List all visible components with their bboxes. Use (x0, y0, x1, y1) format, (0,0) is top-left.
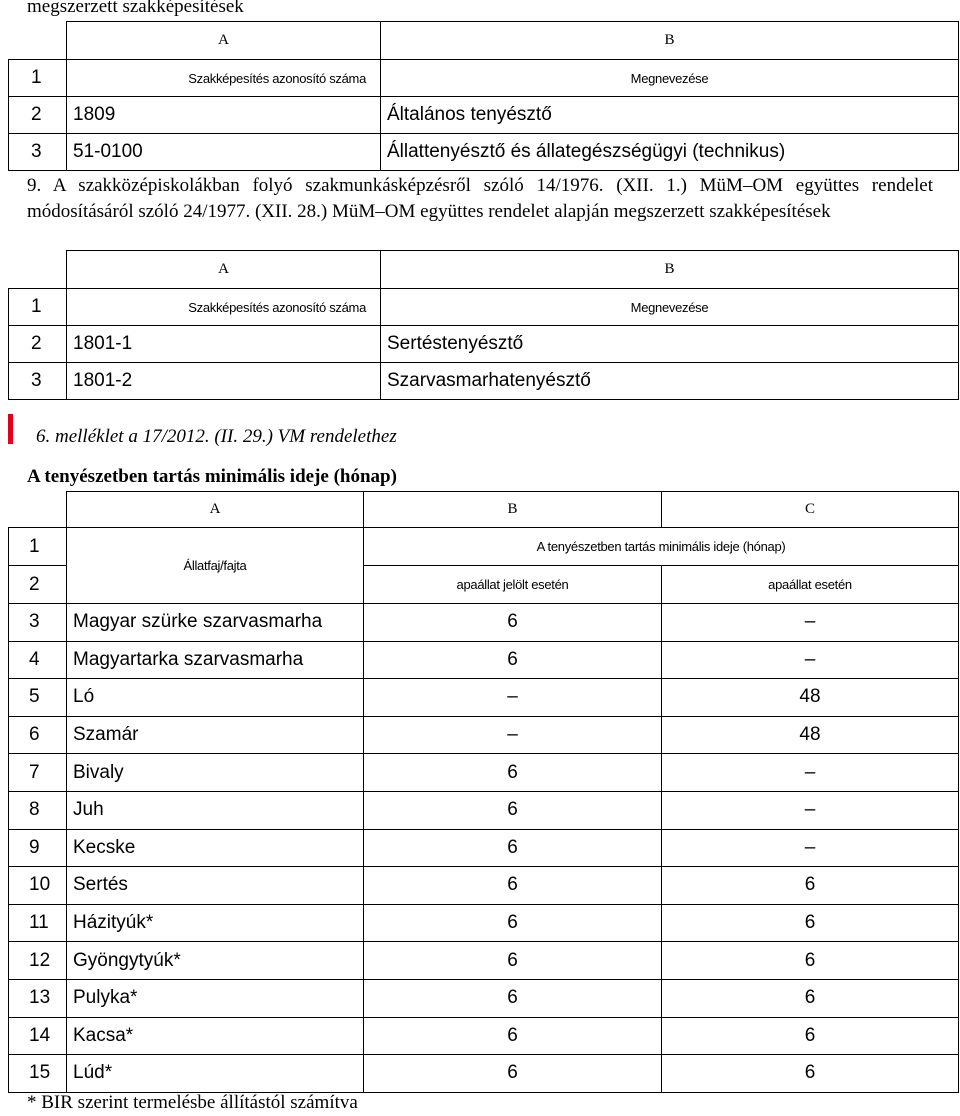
value-candidate-sire: – (364, 679, 662, 717)
section-title: A tenyészetben tartás minimális ideje (hónap) (27, 466, 397, 487)
header-b: apaállat jelölt esetén (364, 566, 662, 604)
table-row (9, 363, 959, 400)
value-candidate-sire: – (364, 716, 662, 754)
qualification-table-2 (8, 250, 959, 400)
animal-name: Magyartarka szarvasmarha (67, 641, 364, 679)
table-row (9, 904, 959, 942)
table-row (9, 326, 959, 363)
col-letter-a: A (67, 251, 381, 289)
qualification-name: Állattenyésztő és állategészségügyi (technikus) (381, 134, 959, 171)
table-row (9, 134, 959, 171)
row-number: 14 (9, 1017, 67, 1055)
value-sire: – (662, 791, 959, 829)
qualification-code: 1809 (67, 97, 381, 134)
value-sire: 6 (662, 867, 959, 905)
animal-name: Sertés (67, 867, 364, 905)
animal-name: Juh (67, 791, 364, 829)
col-letter-a: A (67, 492, 364, 528)
value-candidate-sire: 6 (364, 942, 662, 980)
table-row (9, 97, 959, 134)
animal-name: Pulyka* (67, 979, 364, 1017)
header-c: apaállat esetén (662, 566, 959, 604)
row-number: 3 (9, 604, 67, 642)
value-candidate-sire: 6 (364, 1055, 662, 1093)
value-candidate-sire: 6 (364, 754, 662, 792)
table-row (9, 754, 959, 792)
row-number: 3 (9, 363, 67, 400)
qualification-code: 1801-1 (67, 326, 381, 363)
table-header-row (9, 60, 959, 97)
min-holding-time-table (8, 491, 959, 1093)
row-number: 4 (9, 641, 67, 679)
value-candidate-sire: 6 (364, 791, 662, 829)
value-sire: 6 (662, 942, 959, 980)
value-candidate-sire: 6 (364, 604, 662, 642)
row-number: 9 (9, 829, 67, 867)
row-number: 13 (9, 979, 67, 1017)
table-row (9, 942, 959, 980)
qualification-name: Sertéstenyésztő (381, 326, 959, 363)
col-letter-a: A (67, 22, 381, 60)
value-sire: 6 (662, 1017, 959, 1055)
col-letter-c: C (662, 492, 959, 528)
change-marker (8, 414, 13, 444)
value-sire: 48 (662, 716, 959, 754)
table-row (9, 641, 959, 679)
qualification-name: Szarvasmarhatenyésztő (381, 363, 959, 400)
row-number: 15 (9, 1055, 67, 1093)
qualification-code: 1801-2 (67, 363, 381, 400)
row-number: 1 (9, 289, 67, 326)
row-number: 1 (9, 60, 67, 97)
table-header-row (9, 289, 959, 326)
animal-name: Kacsa* (67, 1017, 364, 1055)
row-number: 10 (9, 867, 67, 905)
row-number: 5 (9, 679, 67, 717)
row-number: 11 (9, 904, 67, 942)
value-sire: 6 (662, 1055, 959, 1093)
value-candidate-sire: 6 (364, 829, 662, 867)
value-sire: 6 (662, 904, 959, 942)
table-row (9, 979, 959, 1017)
animal-name: Bivaly (67, 754, 364, 792)
col-letter-b: B (364, 492, 662, 528)
animal-name: Ló (67, 679, 364, 717)
value-candidate-sire: 6 (364, 904, 662, 942)
table-row (9, 791, 959, 829)
row-number: 7 (9, 754, 67, 792)
header-code: Szakképesítés azonosító száma (67, 60, 381, 97)
qualification-name: Általános tenyésztő (381, 97, 959, 134)
table-header-row (9, 528, 959, 566)
paragraph-9: 9. A szakközépiskolákban folyó szakmunkásképzésről szóló 14/1976. (XII. 1.) MüM–OM együttes rendelet módosításáról szóló 24/1977. (XII. 28.) MüM–OM együttes rendelet alapján megszerzett szakképesítések (27, 175, 933, 222)
value-candidate-sire: 6 (364, 641, 662, 679)
header-group: A tenyészetben tartás minimális ideje (hónap) (364, 528, 959, 566)
value-sire: – (662, 604, 959, 642)
row-number: 6 (9, 716, 67, 754)
animal-name: Házityúk* (67, 904, 364, 942)
table-letter-row (9, 492, 959, 528)
table-letter-row (9, 251, 959, 289)
row-number: 2 (9, 566, 67, 604)
header-name: Megnevezése (381, 60, 959, 97)
row-number: 8 (9, 791, 67, 829)
row-number: 2 (9, 97, 67, 134)
table-letter-row (9, 22, 959, 60)
value-sire: 6 (662, 979, 959, 1017)
value-sire: – (662, 829, 959, 867)
qualification-table-1 (8, 21, 959, 171)
animal-name: Gyöngytyúk* (67, 942, 364, 980)
animal-name: Lúd* (67, 1055, 364, 1093)
value-candidate-sire: 6 (364, 1017, 662, 1055)
value-sire: – (662, 641, 959, 679)
value-sire: 48 (662, 679, 959, 717)
animal-name: Magyar szürke szarvasmarha (67, 604, 364, 642)
table-row (9, 1017, 959, 1055)
header-name: Megnevezése (381, 289, 959, 326)
value-candidate-sire: 6 (364, 867, 662, 905)
top-line: megszerzett szakképesítések (27, 0, 244, 17)
header-animal: Állatfaj/fajta (67, 528, 364, 604)
footnote: * BIR szerint termelésbe állítástól számítva (27, 1092, 358, 1113)
animal-name: Kecske (67, 829, 364, 867)
table-row (9, 829, 959, 867)
table-row (9, 867, 959, 905)
qualification-code: 51-0100 (67, 134, 381, 171)
row-number: 2 (9, 326, 67, 363)
table-row (9, 679, 959, 717)
row-number: 3 (9, 134, 67, 171)
row-number: 1 (9, 528, 67, 566)
animal-name: Szamár (67, 716, 364, 754)
value-sire: – (662, 754, 959, 792)
annex-reference: 6. melléklet a 17/2012. (II. 29.) VM rendelethez (36, 426, 397, 447)
table-row (9, 604, 959, 642)
col-letter-b: B (381, 22, 959, 60)
row-number: 12 (9, 942, 67, 980)
table-row (9, 1055, 959, 1093)
value-candidate-sire: 6 (364, 979, 662, 1017)
col-letter-b: B (381, 251, 959, 289)
header-code: Szakképesítés azonosító száma (67, 289, 381, 326)
table-row (9, 716, 959, 754)
